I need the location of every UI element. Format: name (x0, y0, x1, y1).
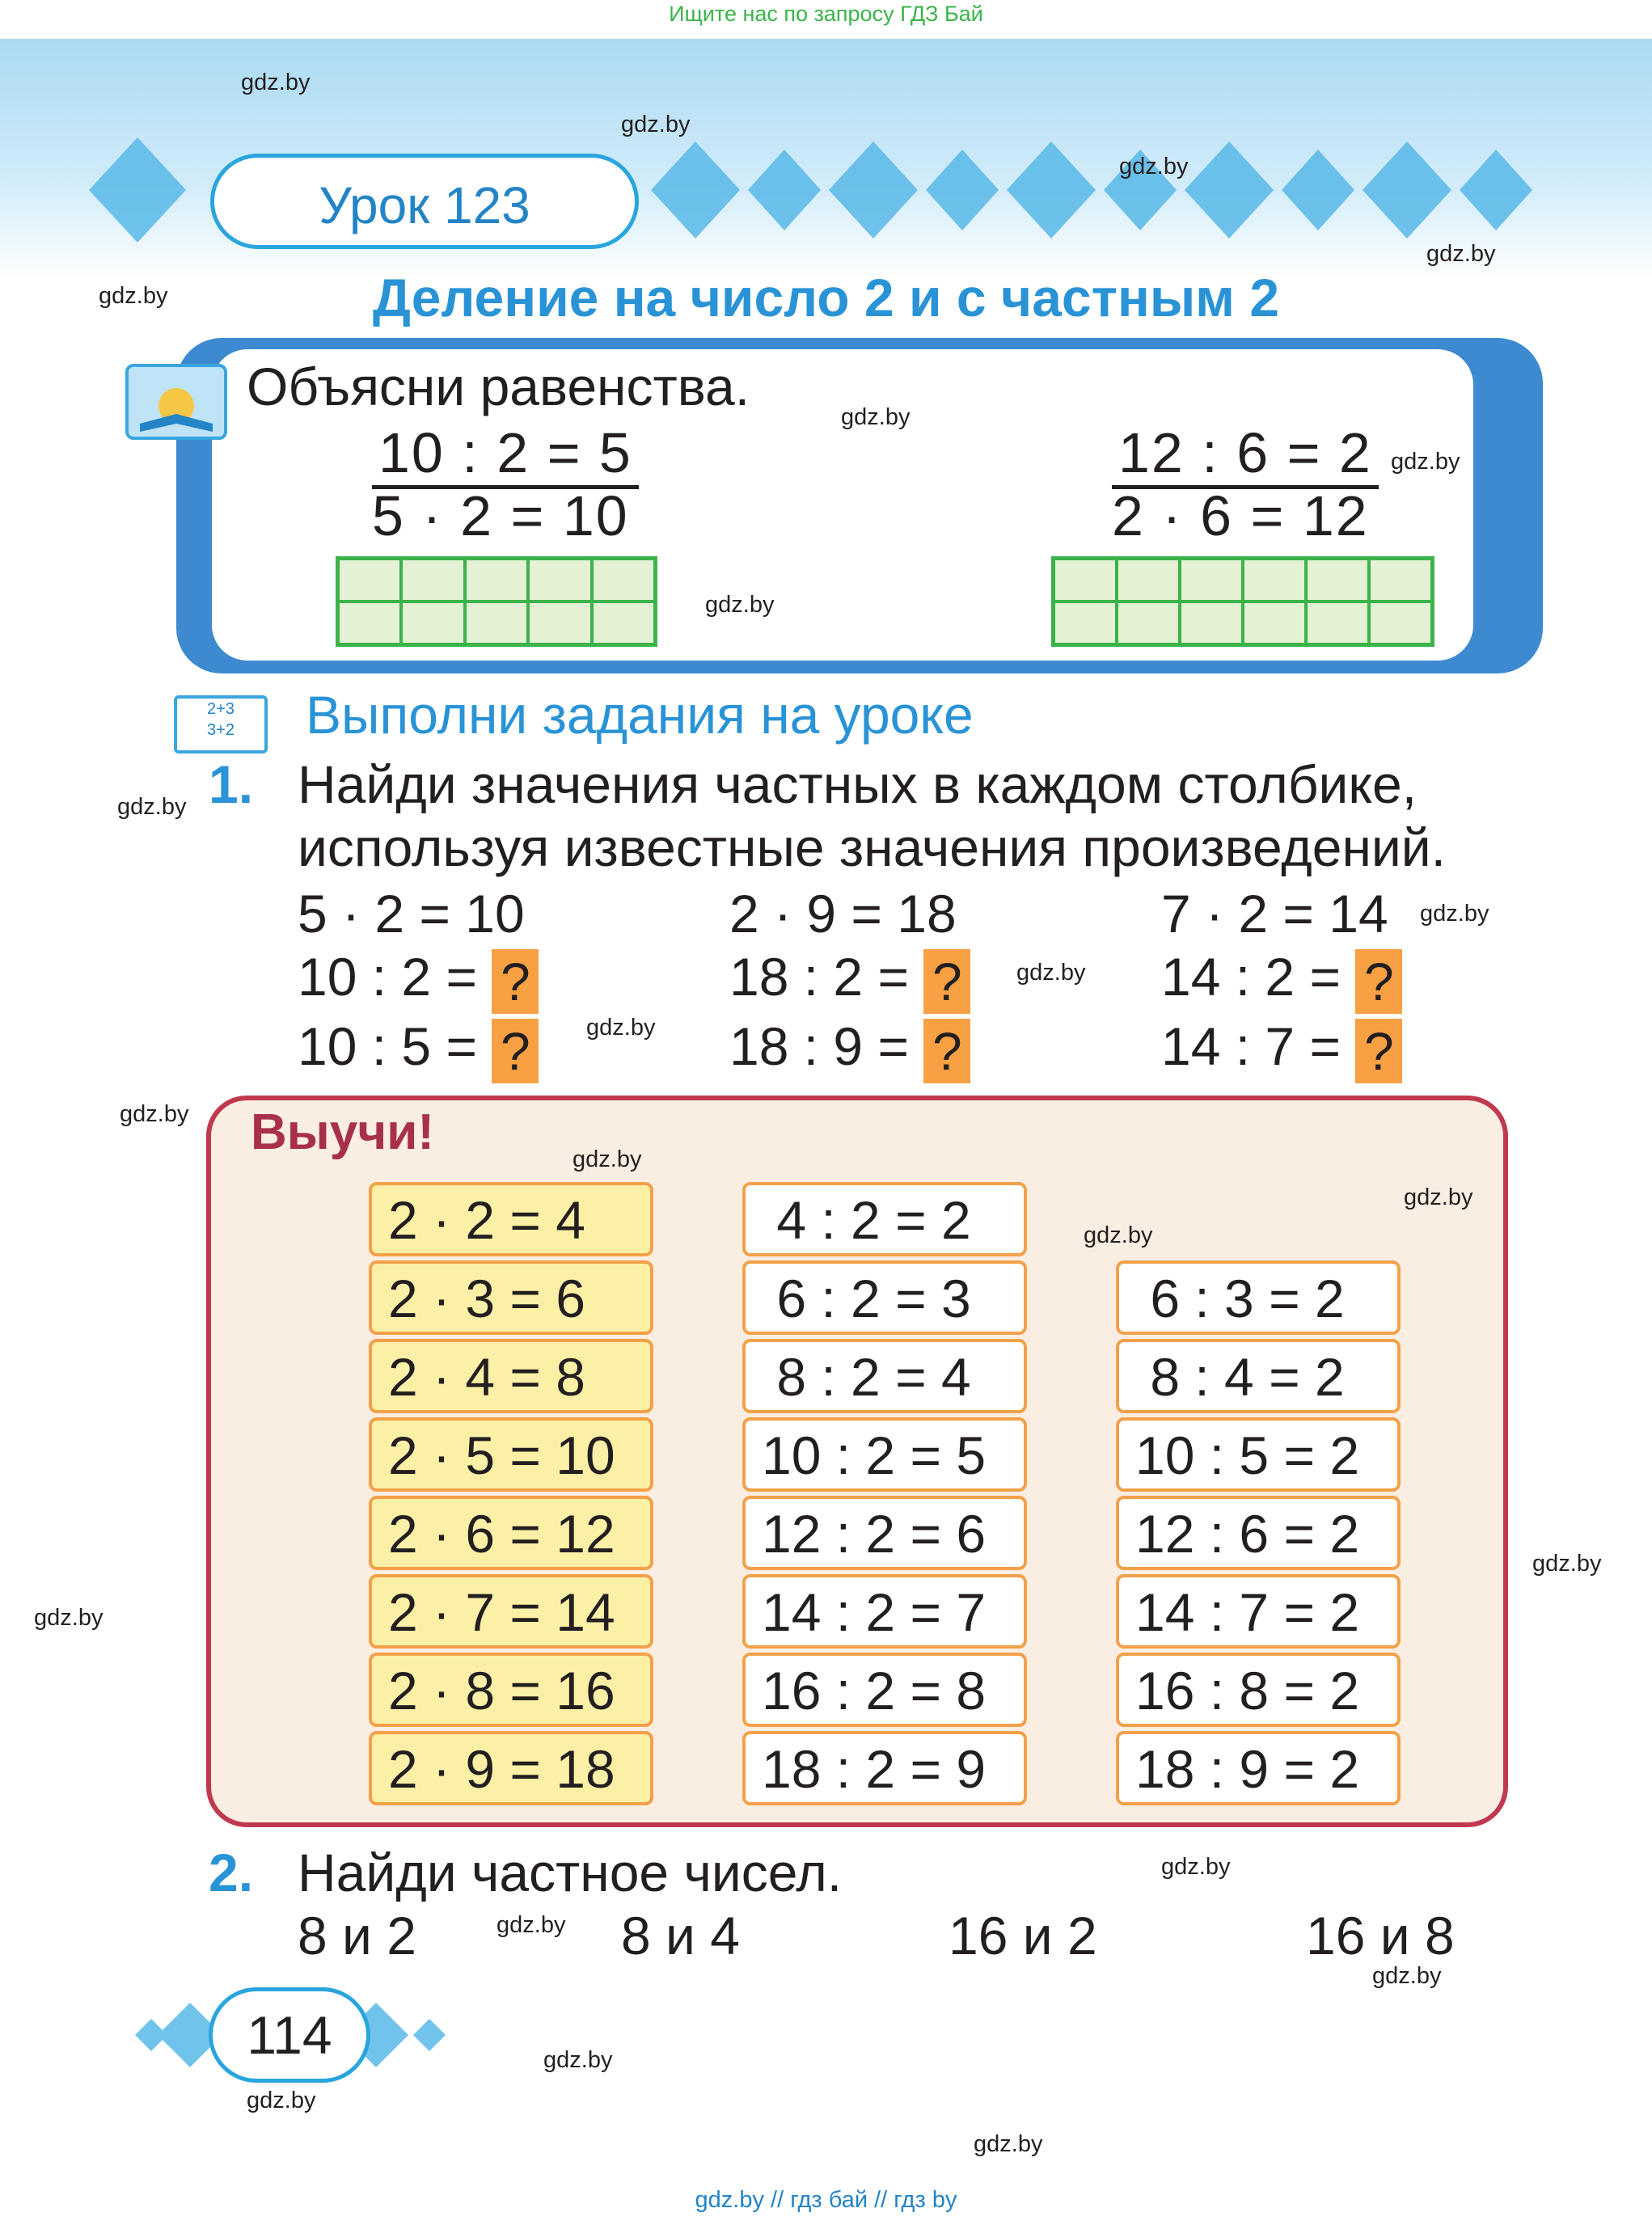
watermark: gdz.by (974, 2131, 1043, 2157)
learn-cell: 10 : 5 = 2 (1116, 1417, 1401, 1492)
learn-cell: 2 · 9 = 18 (369, 1731, 653, 1805)
answer-box[interactable]: ? (923, 1019, 970, 1083)
product-line: 7 · 2 = 14 (1161, 884, 1388, 944)
learn-cell: 18 : 2 = 9 (742, 1731, 1027, 1805)
page-title: Деление на число 2 и с частным 2 (372, 268, 1280, 327)
learn-cell: 2 · 5 = 10 (369, 1417, 653, 1492)
learn-cell: 14 : 2 = 7 (742, 1574, 1027, 1649)
watermark: gdz.by (34, 1605, 104, 1631)
cell-grid-left (336, 556, 657, 647)
number-pair: 8 и 2 (298, 1906, 416, 1965)
footer-links[interactable]: gdz.by // гдз бай // гдз by (695, 2187, 957, 2213)
quotient-line: 14 : 2 = ? (1161, 946, 1402, 1014)
section-title: Выполни задания на уроке (306, 685, 974, 745)
watermark: gdz.by (99, 283, 168, 309)
learn-cell: 10 : 2 = 5 (742, 1417, 1027, 1492)
learn-cell: 12 : 6 = 2 (1116, 1496, 1401, 1570)
learn-cell: 16 : 2 = 8 (742, 1653, 1027, 1727)
learn-cell: 12 : 2 = 6 (742, 1496, 1027, 1570)
page-number: 114 (209, 1987, 370, 2083)
watermark: gdz.by (1084, 1222, 1153, 1248)
learn-cell: 14 : 7 = 2 (1116, 1574, 1401, 1649)
top-note[interactable]: Ищите нас по запросу ГДЗ Бай (669, 2, 983, 26)
product-line: 5 · 2 = 10 (298, 884, 525, 944)
ornament-diamond (89, 137, 186, 243)
quotient-line: 10 : 5 = ? (298, 1015, 539, 1083)
equation-right-top: 12 : 6 = 2 (1112, 420, 1379, 489)
learn-cell: 6 : 3 = 2 (1116, 1260, 1401, 1335)
answer-box[interactable]: ? (492, 1019, 539, 1083)
watermark: gdz.by (247, 2088, 316, 2113)
watermark: gdz.by (1532, 1551, 1602, 1577)
learn-cell: 18 : 9 = 2 (1116, 1731, 1401, 1805)
quotient-line: 14 : 7 = ? (1161, 1015, 1402, 1083)
task-text: используя известные значения произведений. (298, 817, 1446, 877)
equation-left-top: 10 : 2 = 5 (372, 420, 639, 489)
product-line: 2 · 9 = 18 (729, 884, 957, 944)
answer-box[interactable]: ? (1355, 1019, 1402, 1083)
answer-box[interactable]: ? (1355, 949, 1402, 1014)
watermark: gdz.by (705, 592, 775, 618)
task-number: 1. (209, 754, 254, 814)
learn-cell: 2 · 6 = 12 (369, 1496, 653, 1570)
watermark: gdz.by (1372, 1963, 1442, 1989)
learn-cell: 2 · 7 = 14 (369, 1574, 653, 1649)
equation-left-bottom: 5 · 2 = 10 (372, 484, 629, 547)
explain-heading: Объясни равенства. (247, 357, 750, 416)
learn-cell: 2 · 2 = 4 (369, 1182, 653, 1256)
answer-box[interactable]: ? (923, 949, 970, 1014)
watermark: gdz.by (1404, 1184, 1473, 1210)
watermark: gdz.by (1161, 1854, 1231, 1880)
board-icon: 2+3 3+2 (174, 695, 268, 754)
watermark: gdz.by (496, 1912, 566, 1938)
learn-cell: 16 : 8 = 2 (1116, 1653, 1401, 1727)
watermark: gdz.by (841, 404, 911, 430)
learn-cell: 8 : 2 = 4 (742, 1339, 1027, 1413)
watermark: gdz.by (117, 794, 187, 820)
learn-heading: Выучи! (251, 1104, 434, 1160)
answer-box[interactable]: ? (492, 949, 539, 1014)
learn-cell: 6 : 2 = 3 (742, 1260, 1027, 1335)
book-icon (125, 364, 227, 440)
number-pair: 16 и 2 (949, 1906, 1097, 1965)
watermark: gdz.by (1420, 901, 1489, 927)
ornament-diamond (1363, 141, 1451, 239)
learn-cell: 4 : 2 = 2 (742, 1182, 1027, 1256)
watermark: gdz.by (621, 112, 691, 137)
watermark: gdz.by (543, 2047, 613, 2073)
learn-cell: 2 · 4 = 8 (369, 1339, 653, 1413)
learn-cell: 8 : 4 = 2 (1116, 1339, 1401, 1413)
watermark: gdz.by (120, 1101, 189, 1127)
task-text: Найди значения частных в каждом столбике, (298, 754, 1418, 814)
ornament-diamond (651, 141, 740, 239)
watermark: gdz.by (1016, 960, 1086, 986)
ornament-diamond (829, 141, 918, 239)
quotient-line: 18 : 9 = ? (729, 1015, 970, 1083)
ornament-diamond (1185, 141, 1274, 239)
ornament-diamond (748, 150, 821, 230)
ornament-diamond (926, 150, 999, 230)
learn-cell: 2 · 3 = 6 (369, 1260, 653, 1335)
learn-cell: 2 · 8 = 16 (369, 1653, 653, 1727)
watermark: gdz.by (241, 70, 311, 95)
number-pair: 8 и 4 (621, 1906, 740, 1965)
ornament-diamond (1282, 150, 1354, 230)
quotient-line: 18 : 2 = ? (729, 946, 970, 1014)
ornament-diamond (1460, 150, 1532, 230)
task-number: 2. (209, 1843, 254, 1902)
watermark: gdz.by (586, 1015, 656, 1041)
ornament-diamond (1007, 141, 1096, 239)
number-pair: 16 и 8 (1306, 1906, 1455, 1965)
cell-grid-right (1051, 556, 1434, 647)
watermark: gdz.by (1391, 449, 1460, 475)
lesson-label: Урок 123 (210, 154, 639, 249)
watermark: gdz.by (1119, 154, 1189, 179)
watermark: gdz.by (572, 1146, 642, 1172)
quotient-line: 10 : 2 = ? (298, 946, 539, 1014)
task-text: Найди частное чисел. (298, 1843, 843, 1902)
equation-right-bottom: 2 · 6 = 12 (1112, 484, 1369, 547)
watermark: gdz.by (1426, 241, 1496, 267)
